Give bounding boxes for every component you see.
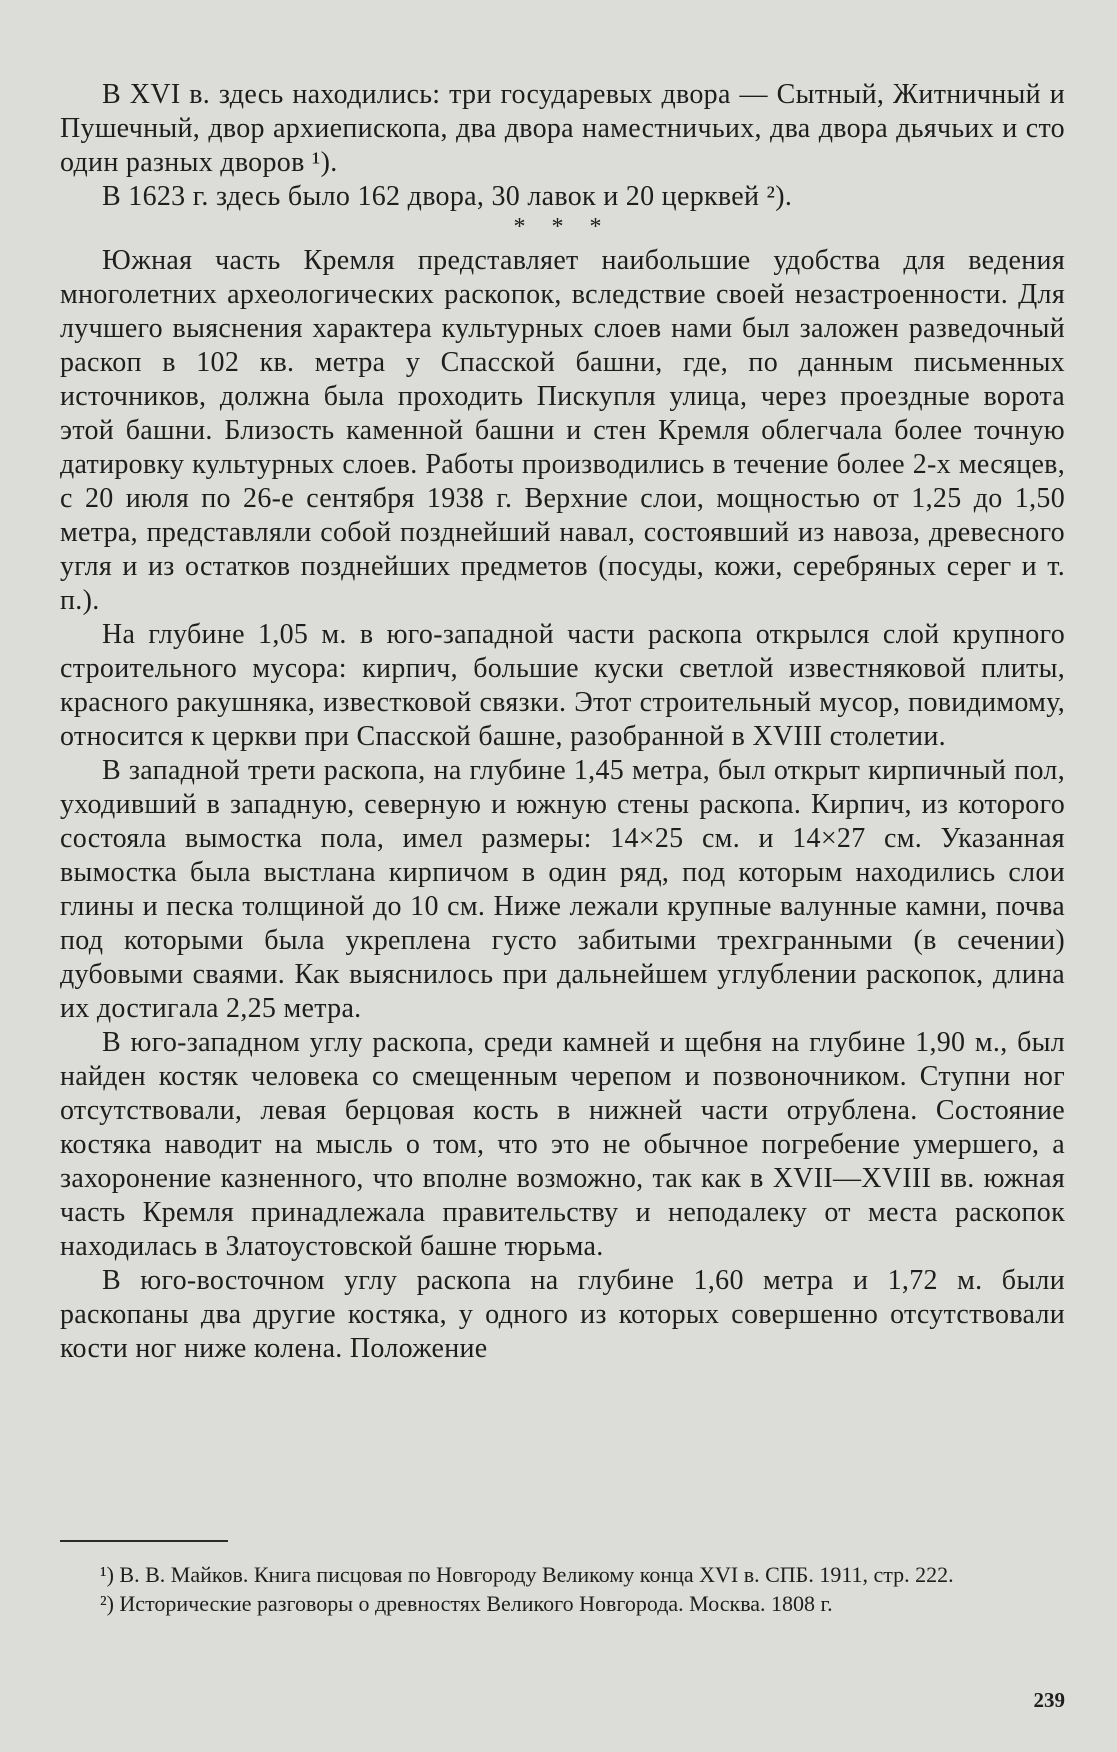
footnotes bbox=[60, 1560, 1065, 1618]
paragraph-6: В юго-западном углу раскопа, среди камней и щебня на глубине 1,90 м., был найден костяк человека со смещенным черепом и позвоночником. Ступни ног отсутствовали, левая берцовая кость в нижней части отрублена. Состояние костяка наводит на мысль о том, что это не обычное погребение умершего, а захоронение казненного, что вполне возможно, так как в XVII—XVIII вв. южная часть Кремля принадлежала правительству и неподалеку от места раскопок находилась в Златоустовской башне тюрьма. bbox=[60, 1027, 1065, 1262]
paragraph-7: В юго-восточном углу раскопа на глубине 1,60 метра и 1,72 м. были раскопаны два другие костяка, у одного из которых совершенно отсутствовали кости ног ниже колена. Положение bbox=[60, 1265, 1065, 1364]
paragraph-3: Южная часть Кремля представляет наибольшие удобства для ведения многолетних археологических раскопок, вследствие своей незастроенности. Для лучшего выяснения характера культурных слоев нами был заложен разведочный раскоп в 102 кв. метра у Спасской башни, где, по данным письменных источников, должна была проходить Пискупля улица, через проездные ворота этой башни. Близость каменной башни и стен Кремля облегчала более точную датировку культурных слоев. Работы производились в течение более 2-х месяцев, с 20 июля по 26-е сентября 1938 г. Верхние слои, мощностью от 1,25 до 1,50 метра, представляли собой позднейший навал, состоявший из навоза, древесного угля и из остатков позднейших предметов (посуды, кожи, серебряных серег и т. п.). bbox=[60, 245, 1065, 616]
footnote-2: ²) Исторические разговоры о древностях Великого Новгорода. Москва. 1808 г. bbox=[100, 1591, 833, 1616]
page-number: 239 bbox=[1033, 1688, 1065, 1712]
paragraph-4: На глубине 1,05 м. в юго-западной части раскопа открылся слой крупного строительного мусора: кирпич, большие куски светлой известняковой плиты, красного ракушняка, известковой связки. Этот строительный мусор, повидимому, относится к церкви при Спасской башне, разобранной в XVIII столетии. bbox=[60, 619, 1065, 752]
footnote-divider bbox=[60, 1540, 228, 1542]
paragraph-2: В 1623 г. здесь было 162 двора, 30 лавок и 20 церквей ²). bbox=[102, 181, 793, 212]
paragraph-5: В западной трети раскопа, на глубине 1,45 метра, был открыт кирпичный пол, уходивший в западную, северную и южную стены раскопа. Кирпич, из которого состояла вымостка пола, имел размеры: 14×25 см. и 14×27 см. Указанная вымостка была выстлана кирпичом в один ряд, под которым находились слои глины и песка толщиной до 10 см. Ниже лежали крупные валунные камни, почва под которыми была укреплена густо забитыми трехгранными (в сечении) дубовыми сваями. Как выяснилось при дальнейшем углублении раскопок, длина их достигала 2,25 метра. bbox=[60, 755, 1065, 1024]
paragraph-1: В XVI в. здесь находились: три государевых двора — Сытный, Житничный и Пушечный, двор архиепископа, два двора наместничьих, два двора дьячьих и сто один разных дворов ¹). bbox=[60, 79, 1065, 178]
section-separator: * * * bbox=[513, 214, 612, 240]
footnote-1: ¹) В. В. Майков. Книга писцовая по Новгороду Великому конца XVI в. СПБ. 1911, стр. 222. bbox=[100, 1562, 954, 1587]
